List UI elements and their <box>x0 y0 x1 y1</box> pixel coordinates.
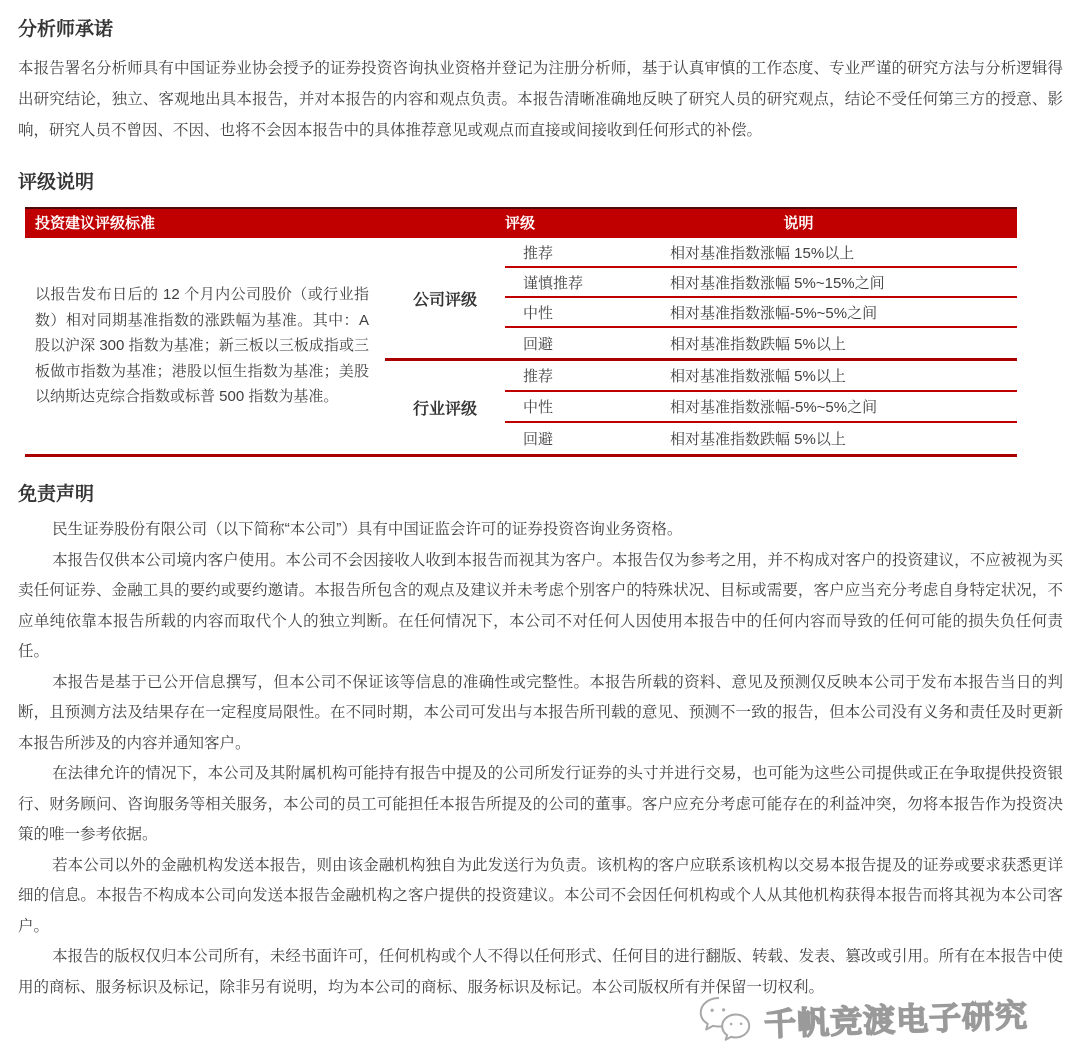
rating-description: 相对基准指数涨幅 5%以上 <box>670 368 846 385</box>
watermark-text: 千帆竞渡电子研究 <box>763 996 1029 1042</box>
rating-groups <box>385 238 1017 454</box>
rating-description: 相对基准指数涨幅-5%~5%之间 <box>670 304 878 322</box>
table-row <box>505 298 1017 328</box>
table-row <box>505 361 1017 392</box>
rating-value: 推荐 <box>523 368 554 385</box>
disclaimer-paragraph: 民生证券股份有限公司（以下简称“本公司”）具有中国证监会许可的证券投资咨询业务资格。 <box>52 521 683 538</box>
table-row <box>505 423 1017 454</box>
disclaimer-title: 免责声明 <box>18 484 95 505</box>
rating-table <box>25 207 1017 457</box>
industry-rating-rows <box>505 361 1017 454</box>
rating-description: 相对基准指数涨幅 5%~15%之间 <box>670 274 885 292</box>
rating-description: 相对基准指数跌幅 5%以上 <box>670 335 846 353</box>
rating-table-header <box>25 207 1017 238</box>
rating-value: 谨慎推荐 <box>523 274 584 292</box>
table-row <box>505 392 1017 423</box>
analyst-commitment-body: 本报告署名分析师具有中国证券业协会授予的证券投资咨询执业资格并登记为注册分析师，基于认真审慎的工作态度、专业严谨的研究方法与分析逻辑得出研究结论，独立、客观地出具本报告，并对本报告的内容和观点负责。本报告清晰准确地反映了研究人员的研究观点，结论不受任何第三方的授意、影响，研究人员不曾因、不因、也将不会因本报告中的具体推荐意见或观点而直接或间接收到任何形式的补偿。 <box>18 60 1063 139</box>
rating-description: 相对基准指数跌幅 5%以上 <box>670 431 846 448</box>
disclaimer-paragraph: 在法律允许的情况下，本公司及其附属机构可能持有报告中提及的公司所发行证券的头寸并进行交易，也可能为这些公司提供或正在争取提供投资银行、财务顾问、咨询服务等相关服务，本公司的员工可能担任本报告所提及的公司的董事。客户应充分考虑可能存在的利益冲突，勿将本报告作为投资决策的唯一参考依据。 <box>18 765 1063 843</box>
company-rating-rows <box>505 238 1017 358</box>
rating-value: 中性 <box>523 399 554 416</box>
rating-value: 推荐 <box>523 244 554 262</box>
header-cell-rating: 评级 <box>505 215 536 232</box>
table-row <box>505 268 1017 298</box>
analyst-commitment-title: 分析师承诺 <box>18 19 114 40</box>
header-cell-criteria: 投资建议评级标准 <box>35 215 156 232</box>
table-row <box>505 238 1017 268</box>
rating-value: 回避 <box>523 431 554 448</box>
disclaimer-paragraph: 若本公司以外的金融机构发送本报告，则由该金融机构独自为此发送行为负责。该机构的客户应联系该机构以交易本报告提及的证券或要求获悉更详细的信息。本报告不构成本公司向发送本报告金融机构之客户提供的投资建议。本公司不会因任何机构或个人从其他机构获得本报告而将其视为本公司客户。 <box>18 856 1063 935</box>
disclaimer-paragraph: 本报告是基于已公开信息撰写，但本公司不保证该等信息的准确性或完整性。本报告所载的资料、意见及预测仅反映本公司于发布本报告当日的判断，且预测方法及结果存在一定程度局限性。在不同时期，本公司可发出与本报告所刊载的意见、预测不一致的报告，但本公司没有义务和责任及时更新本报告所涉及的内容并通知客户。 <box>18 673 1063 752</box>
table-row <box>505 328 1017 358</box>
rating-value: 回避 <box>523 335 554 353</box>
rating-table-body <box>25 238 1017 457</box>
company-rating-group <box>385 238 1017 361</box>
industry-rating-group <box>385 361 1017 454</box>
rating-description: 相对基准指数涨幅 15%以上 <box>670 244 855 262</box>
rating-description: 相对基准指数涨幅-5%~5%之间 <box>670 399 878 416</box>
industry-rating-label: 行业评级 <box>412 401 477 418</box>
company-rating-label: 公司评级 <box>412 291 477 309</box>
header-cell-description: 说明 <box>783 215 814 232</box>
disclaimer-body <box>18 515 1063 1003</box>
rating-value: 中性 <box>523 304 554 322</box>
disclaimer-paragraph: 本报告仅供本公司境内客户使用。本公司不会因接收人收到本报告而视其为客户。本报告仅为参考之用，并不构成对客户的投资建议，不应被视为买卖任何证券、金融工具的要约或要约邀请。本报告所包含的观点及建议并未考虑个别客户的特殊状况、目标或需要，客户应当充分考虑自身特定状况，不应单纯依靠本报告所载的内容而取代个人的独立判断。在任何情况下，本公司不对任何人因使用本报告中的任何内容而导致的任何可能的损失负任何责任。 <box>18 551 1063 660</box>
criteria-cell <box>25 238 385 454</box>
rating-explanation-title: 评级说明 <box>18 172 95 193</box>
disclaimer-paragraph: 本报告的版权仅归本公司所有，未经书面许可，任何机构或个人不得以任何形式、任何目的进行翻版、转载、发表、篡改或引用。所有在本报告中使用的商标、服务标识及标记，除非另有说明，均为本公司的商标、服务标识及标记。本公司版权所有并保留一切权利。 <box>18 948 1063 996</box>
criteria-text: 以报告发布日后的 12 个月内公司股价（或行业指数）相对同期基准指数的涨跌幅为基准。其中：A 股以沪深 300 指数为基准；新三板以三板成指或三板做市指数为基准；港股以恒生指数为基准；美股以纳斯达克综合指数或标普 500 指数为基准。 <box>35 286 369 406</box>
